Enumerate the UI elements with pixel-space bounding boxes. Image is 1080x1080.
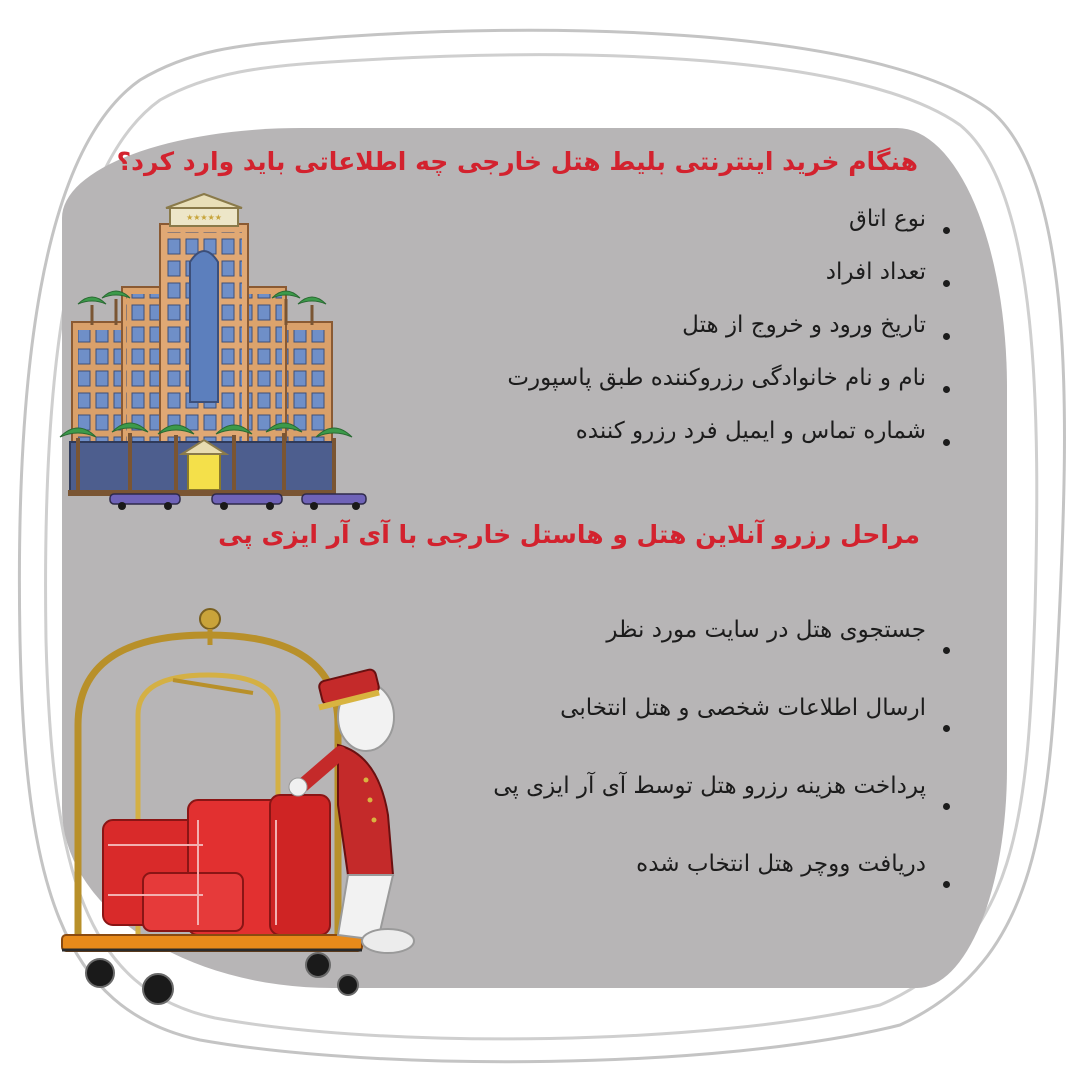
list-item: تاریخ ورود و خروج از هتل	[507, 308, 950, 361]
list-item: پرداخت هزینه رزرو هتل توسط آی آر ایزی پی	[493, 766, 950, 844]
required-info-list	[507, 202, 950, 467]
list-item: نوع اتاق	[507, 202, 950, 255]
list-item: دریافت ووچر هتل انتخاب شده	[493, 844, 950, 922]
svg-text:★★★★★: ★★★★★	[186, 213, 222, 222]
section-heading-required-info: هنگام خرید اینترنتی بلیط هتل خارجی چه اطلاعاتی باید وارد کرد؟	[116, 147, 918, 176]
list-item: ارسال اطلاعات شخصی و هتل انتخابی	[493, 688, 950, 766]
section-heading-booking-steps: مراحل رزرو آنلاین هتل و هاستل خارجی با آی آر ایزی پی	[218, 520, 920, 549]
booking-steps-list	[493, 610, 950, 922]
list-item: شماره تماس و ایمیل فرد رزرو کننده	[507, 414, 950, 467]
list-item: تعداد افراد	[507, 255, 950, 308]
hotel-building-illustration	[40, 192, 370, 512]
list-item: نام و نام خانوادگی رزروکننده طبق پاسپورت	[507, 361, 950, 414]
bellboy-luggage-cart-illustration	[48, 605, 428, 1025]
list-item: جستجوی هتل در سایت مورد نظر	[493, 610, 950, 688]
